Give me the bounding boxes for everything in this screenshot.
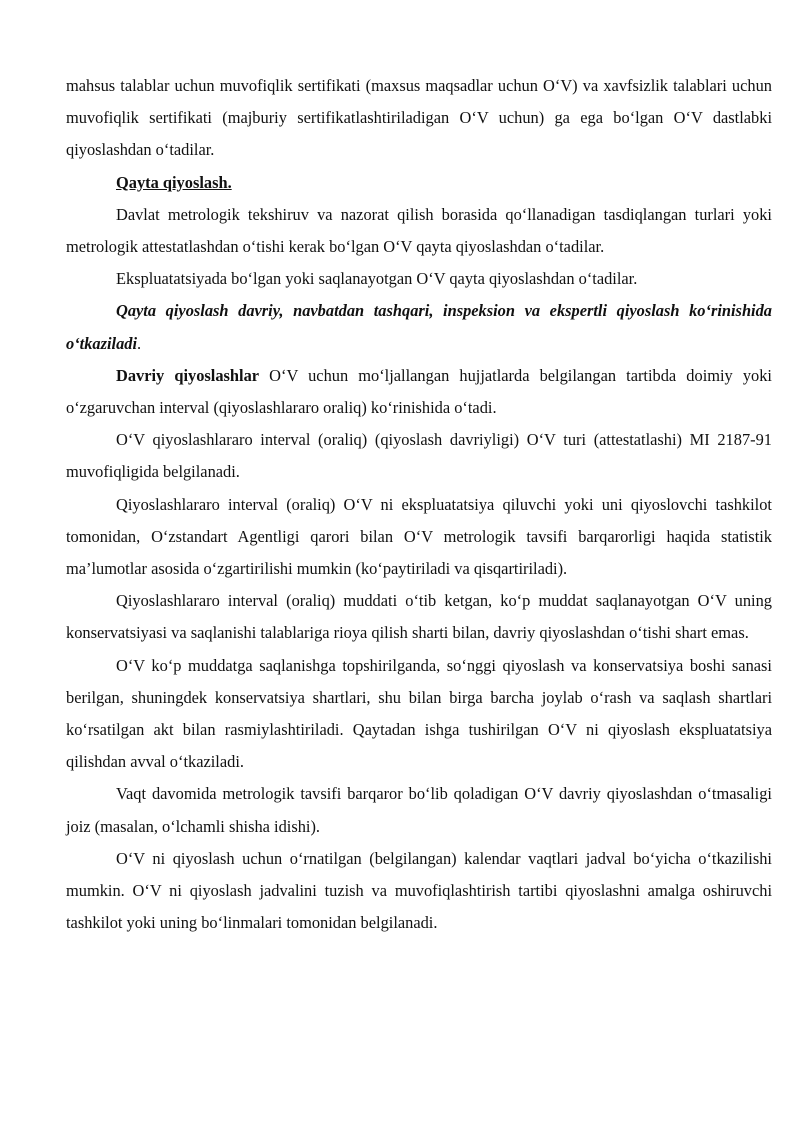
section-heading	[66, 167, 772, 199]
periodic-term: Davriy qiyoslashlar	[116, 365, 260, 385]
paragraph-calendar-schedule: O‘V ni qiyoslash uchun o‘rnatilgan (belgilangan) kalendar vaqtlari jadval bo‘yicha o‘tkazilishi mumkin. O‘V ni qiyoslash jadvalini tuzish va muvofiqlashtirish tartibi qiyoslashni amalga oshiruvchi tashkilot yoki uning bo‘linmalari tomonidan belgilanadi.	[66, 848, 772, 933]
paragraph-interval-mi: O‘V qiyoslashlararo interval (oraliq) (qiyoslash davriyligi) O‘V turi (attestatlashi) MI 2187-91 muvofiqligida belgilanadi.	[66, 430, 772, 482]
paragraph-long-storage: O‘V ko‘p muddatga saqlanishga topshirilganda, so‘nggi qiyoslash va konservatsiya boshi sanasi berilgan, shuningdek konservatsiya shartlari, shu bilan birga barcha joylab o‘rash va saqlash shartlari ko‘rsatilgan akt bilan rasmiylashtiriladi. Qaytadan ishga tushirilgan O‘V ni qiyoslash ekspluatatsiya qilishdan avval o‘tkaziladi.	[66, 655, 772, 772]
paragraph-approved-types: Davlat metrologik tekshiruv va nazorat qilish borasida qo‘llanadigan tasdiqlangan turlari yoki metrologik attestatlashdan o‘tishi kerak bo‘lgan O‘V qayta qiyoslashdan o‘tadilar.	[66, 204, 772, 257]
kinds-tail: .	[137, 333, 142, 353]
paragraph-interval-change: Qiyoslashlararo interval (oraliq) O‘V ni ekspluatatsiya qiluvchi yoki uni qiyoslovchi tashkilot tomonidan, O‘zstandart Agentligi qarori bilan O‘V metrologik tavsifi barqarorligi haqida statistik ma’lumotlar asosida o‘zgartirilishi mumkin (ko‘paytiriladi va qisqartiriladi).	[66, 494, 772, 579]
paragraph-stable-characteristics: Vaqt davomida metrologik tavsifi barqaror bo‘lib qoladigan O‘V davriy qiyoslashdan o‘tmasaligi joiz (masalan, o‘lchamli shisha idishi).	[66, 784, 772, 836]
paragraph-periodic	[66, 360, 772, 424]
kinds-emphasis: Qayta qiyoslash davriy, navbatdan tashqari, inspeksion va ekspertli qiyoslash ko‘rinishida o‘tkaziladi	[66, 301, 772, 353]
heading-text: Qayta qiyoslash.	[116, 172, 232, 192]
periodic-definition: O‘V uchun mo‘ljallangan hujjatlarda belgilangan tartibda doimiy yoki o‘zgaruvchan interval (qiyoslashlararo oraliq) ko‘rinishida o‘tadi.	[66, 365, 772, 418]
paragraph-expired-interval: Qiyoslashlararo interval (oraliq) muddati o‘tib ketgan, ko‘p muddat saqlanayotgan O‘V uning konservatsiyasi va saqlanishi talablariga rioya qilish sharti bilan, davriy qiyoslashdan o‘tishi shart emas.	[66, 591, 772, 643]
paragraph-certificates: mahsus talablar uchun muvofiqlik sertifikati (maxsus maqsadlar uchun O‘V) va xavfsizlik talablari uchun muvofiqlik sertifikati (majburiy sertifikatlashtiriladigan O‘V uchun) ga ega bo‘lgan O‘V dastlabki qiyoslashdan o‘tadilar.	[66, 76, 772, 160]
paragraph-exploitation: Ekspluatatsiyada bo‘lgan yoki saqlanayotgan O‘V qayta qiyoslashdan o‘tadilar.	[116, 269, 638, 289]
paragraph-kinds-of-reverification	[66, 295, 772, 359]
document-page	[66, 70, 772, 939]
